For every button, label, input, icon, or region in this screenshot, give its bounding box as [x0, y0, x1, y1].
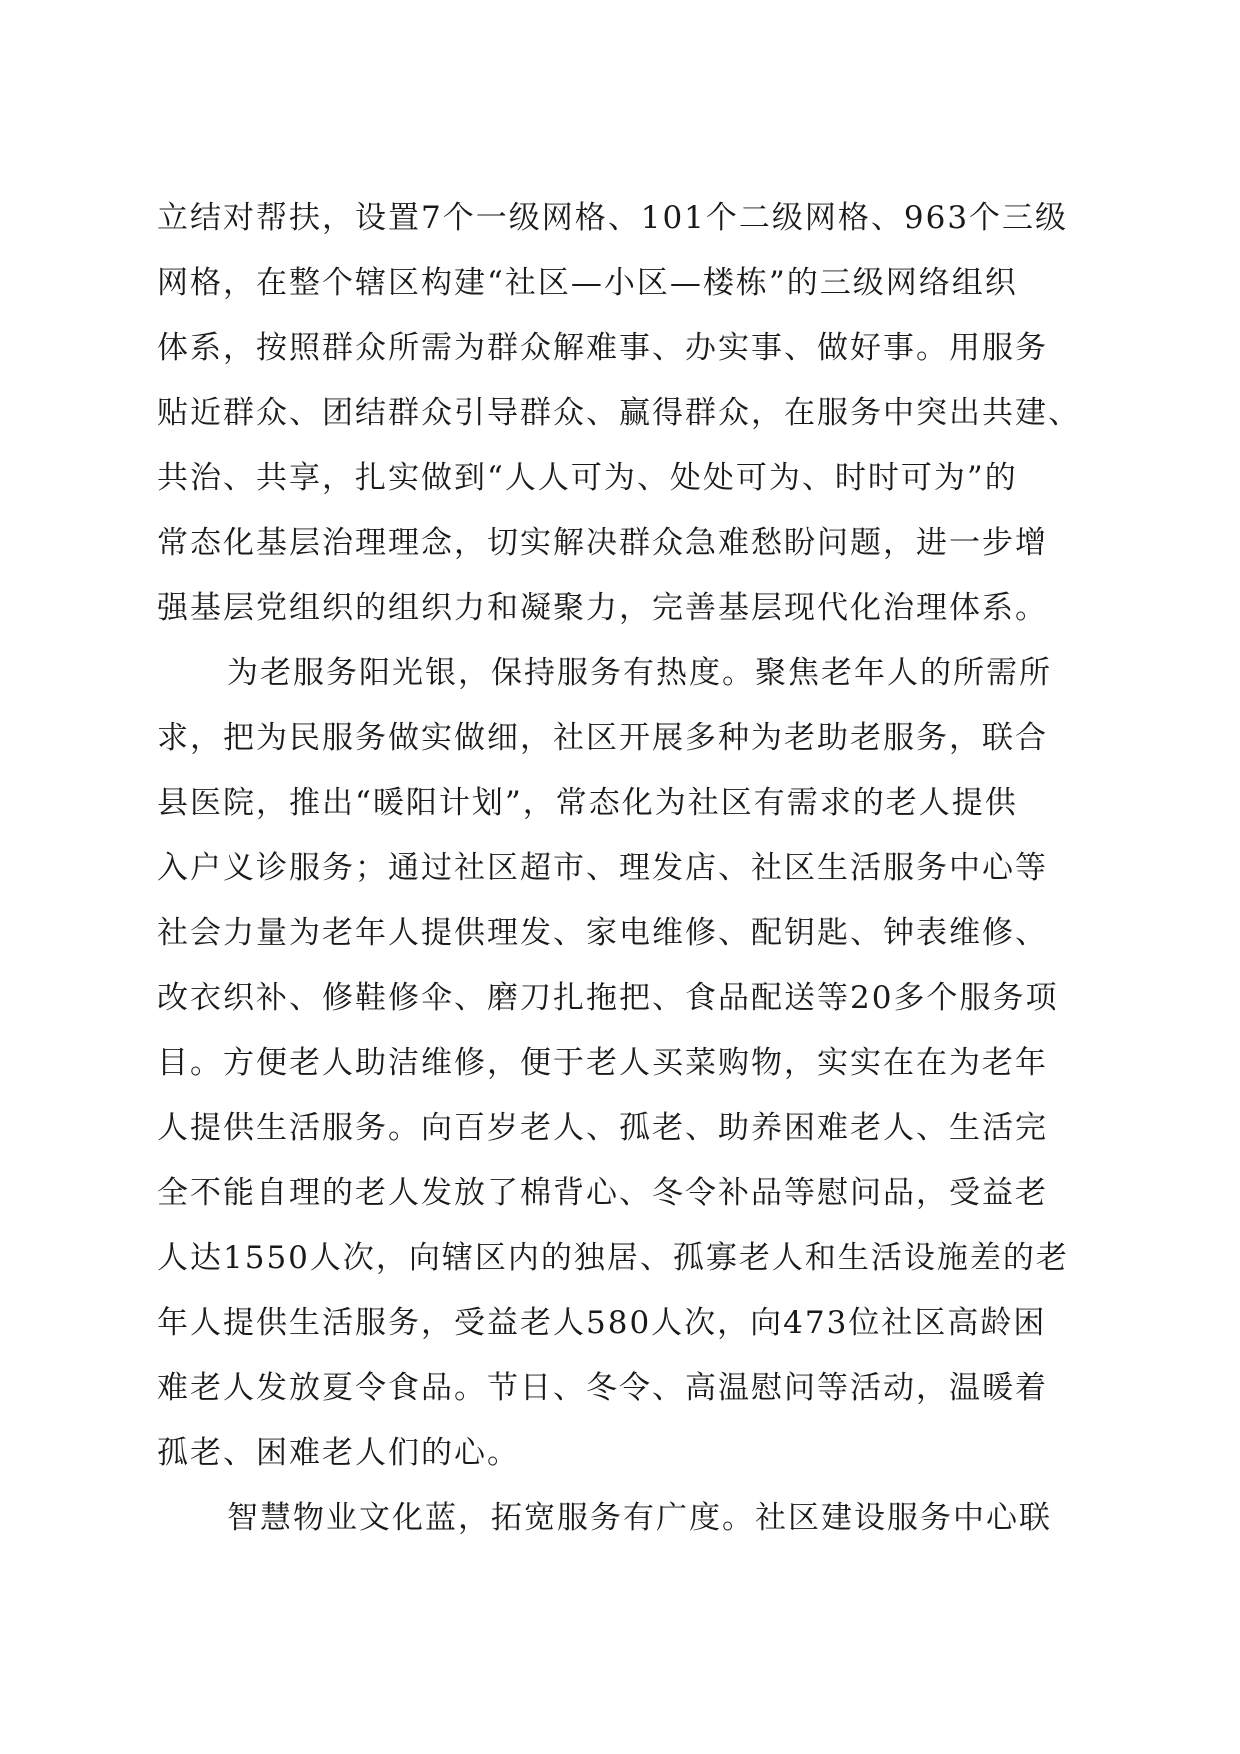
text-line: 入户义诊服务；通过社区超市、理发店、社区生活服务中心等 — [157, 850, 1048, 886]
text-line: 县医院，推出“暖阳计划”，常态化为社区有需求的老人提供 — [157, 785, 1018, 821]
text-line: 强基层党组织的组织力和凝聚力，完善基层现代化治理体系。 — [157, 590, 1048, 626]
text-line: 求，把为民服务做实做细，社区开展多种为老助老服务，联合 — [157, 720, 1048, 756]
text-line: 立结对帮扶，设置7个一级网格、101个二级网格、963个三级 — [157, 200, 1069, 236]
text-line: 改衣织补、修鞋修伞、磨刀扎拖把、食品配送等20多个服务项 — [157, 980, 1059, 1016]
text-line: 社会力量为老年人提供理发、家电维修、配钥匙、钟表维修、 — [157, 915, 1048, 951]
text-line: 人提供生活服务。向百岁老人、孤老、助养困难老人、生活完 — [157, 1110, 1048, 1146]
body-text — [157, 186, 1097, 1551]
text-line: 体系，按照群众所需为群众解难事、办实事、做好事。用服务 — [157, 330, 1048, 366]
text-line: 目。方便老人助洁维修，便于老人买菜购物，实实在在为老年 — [157, 1045, 1048, 1081]
paragraph-first-line: 为老服务阳光银，保持服务有热度。聚焦老年人的所需所 — [227, 655, 1052, 691]
text-line: 共治、共享，扎实做到“人人可为、处处可为、时时可为”的 — [157, 460, 1018, 496]
text-line: 常态化基层治理理念，切实解决群众急难愁盼问题，进一步增 — [157, 525, 1048, 561]
text-line: 难老人发放夏令食品。节日、冬令、高温慰问等活动，温暖着 — [157, 1370, 1048, 1406]
paragraph-first-line: 智慧物业文化蓝，拓宽服务有广度。社区建设服务中心联 — [227, 1500, 1052, 1536]
text-line: 人达1550人次，向辖区内的独居、孤寡老人和生活设施差的老 — [157, 1240, 1069, 1276]
text-line: 网格，在整个辖区构建“社区—小区—楼栋”的三级网络组织 — [157, 265, 1018, 301]
text-line: 全不能自理的老人发放了棉背心、冬令补品等慰问品，受益老 — [157, 1175, 1048, 1211]
text-line: 贴近群众、团结群众引导群众、赢得群众，在服务中突出共建、 — [157, 395, 1081, 431]
text-line: 年人提供生活服务，受益老人580人次，向473位社区高龄困 — [157, 1305, 1047, 1341]
text-line: 孤老、困难老人们的心。 — [157, 1435, 520, 1471]
